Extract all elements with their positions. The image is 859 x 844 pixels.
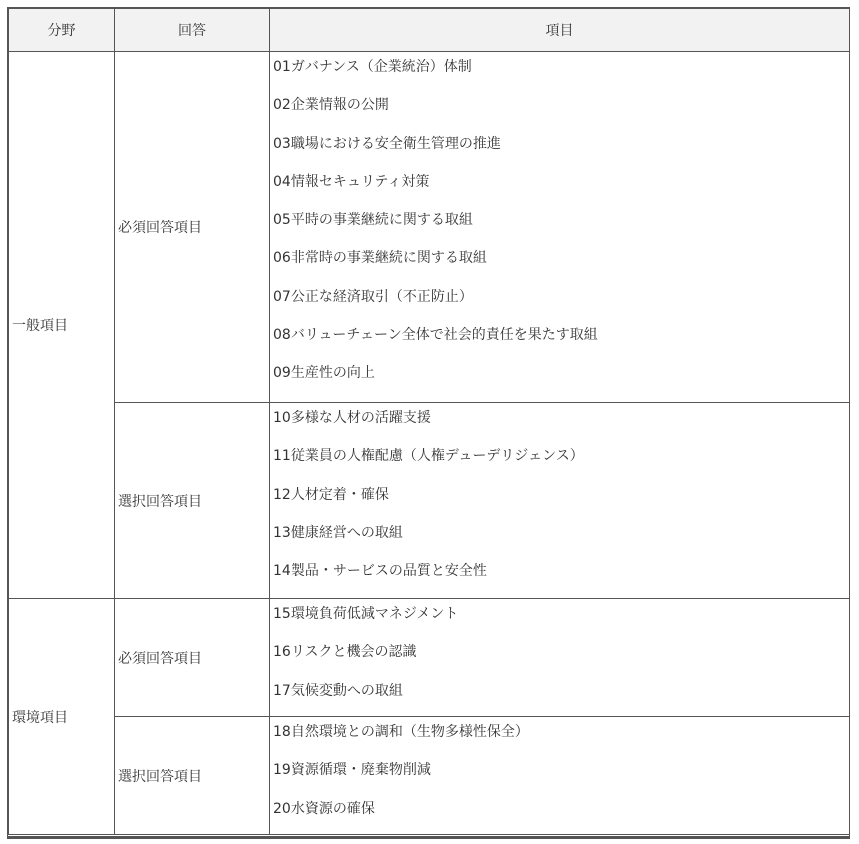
list-item: 07公正な経済取引（不正防止） (273, 288, 473, 305)
header-items: 項目 (270, 9, 850, 52)
header-row (9, 9, 850, 52)
list-item: 16リスクと機会の認識 (273, 644, 417, 661)
list-item: 08バリューチェーン全体で社会的責任を果たす取組 (273, 327, 598, 344)
table-row (9, 599, 850, 717)
list-item: 13健康経営への取組 (273, 524, 403, 541)
list-item: 20水資源の確保 (273, 800, 375, 817)
answer-environment-required: 必須回答項目 (115, 599, 270, 717)
items-environment-optional (270, 717, 850, 835)
items-table (8, 8, 850, 835)
list-item: 12人材定着・確保 (273, 486, 389, 503)
list-item: 06非常時の事業継続に関する取組 (273, 250, 487, 267)
items-general-optional (270, 403, 850, 599)
list-item: 10多様な人材の活躍支援 (273, 410, 431, 426)
list-item: 01ガバナンス（企業統治）体制 (273, 59, 472, 75)
header-answer: 回答 (115, 9, 270, 52)
items-general-required (270, 52, 850, 403)
field-environment: 環境項目 (9, 599, 115, 835)
table-row (9, 52, 850, 403)
list-item: 19資源循環・廃棄物削減 (273, 762, 431, 779)
table-row (9, 717, 850, 835)
list-item: 18自然環境との調和（生物多様性保全） (273, 724, 529, 740)
answer-general-optional: 選択回答項目 (115, 403, 270, 599)
bottom-rule (8, 836, 849, 838)
answer-environment-optional: 選択回答項目 (115, 717, 270, 835)
list-item: 17気候変動への取組 (273, 682, 403, 699)
list-item: 11従業員の人権配慮（人権デューデリジェンス） (273, 448, 584, 465)
list-item: 04情報セキュリティ対策 (273, 173, 430, 190)
list-item: 15環境負荷低減マネジメント (273, 606, 459, 622)
list-item: 05平時の事業継続に関する取組 (273, 212, 473, 229)
table-row (9, 403, 850, 599)
items-environment-required (270, 599, 850, 717)
list-item: 03職場における安全衛生管理の推進 (273, 135, 501, 152)
list-item: 02企業情報の公開 (273, 97, 389, 114)
field-general: 一般項目 (9, 52, 115, 599)
answer-general-required: 必須回答項目 (115, 52, 270, 403)
list-item: 14製品・サービスの品質と安全性 (273, 563, 487, 580)
list-item: 09生産性の向上 (273, 365, 375, 382)
header-field: 分野 (9, 9, 115, 52)
